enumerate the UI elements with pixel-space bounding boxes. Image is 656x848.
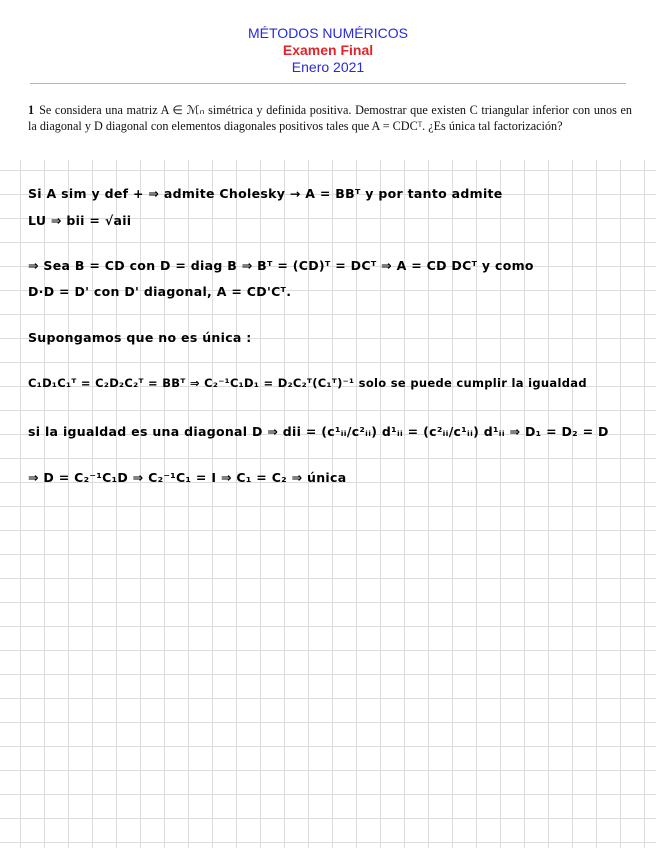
answer-line-3: ⇒ Sea B = CD con D = diag B ⇒ Bᵀ = (CD)ᵀ = DCᵀ ⇒ A = CD DCᵀ y como [28,258,534,273]
answer-line-7: si la igualdad es una diagonal D ⇒ dii = (c¹ᵢᵢ/c²ᵢᵢ) d¹ᵢᵢ = (c²ᵢᵢ/c¹ᵢᵢ) d¹ᵢᵢ ⇒ D₁ = D₂ = D [28,424,609,439]
answer-line-8: ⇒ D = C₂⁻¹C₁D ⇒ C₂⁻¹C₁ = I ⇒ C₁ = C₂ ⇒ única [28,470,347,485]
course-title: MÉTODOS NUMÉRICOS [248,25,408,41]
exam-date: Enero 2021 [291,59,365,75]
answer-line-2: LU ⇒ bii = √aii [28,213,132,228]
header-divider [30,83,626,84]
answer-line-6: C₁D₁C₁ᵀ = C₂D₂C₂ᵀ = BBᵀ ⇒ C₂⁻¹C₁D₁ = D₂C₂ᵀ(C₁ᵀ)⁻¹ solo se puede cumplir la igualdad [28,376,587,390]
question-text: Se considera una matriz A ∈ ℳₙ simétrica y definida positiva. Demostrar que existen C triangular inferior con unos en la diagonal y D diagonal con elementos diagonales positivos tales que A = CDCᵀ. ¿Es única tal factorización? [28,103,632,134]
question-number: 1 [28,103,35,117]
answer-line-1: Si A sim y def + ⇒ admite Cholesky → A = BBᵀ y por tanto admite [28,186,503,201]
exam-title: Examen Final [282,42,374,58]
answer-line-5: Supongamos que no es única : [28,330,252,345]
answer-line-4: D·D = D' con D' diagonal, A = CD'Cᵀ. [28,284,292,299]
question-statement [28,102,632,135]
header-background [0,0,656,160]
